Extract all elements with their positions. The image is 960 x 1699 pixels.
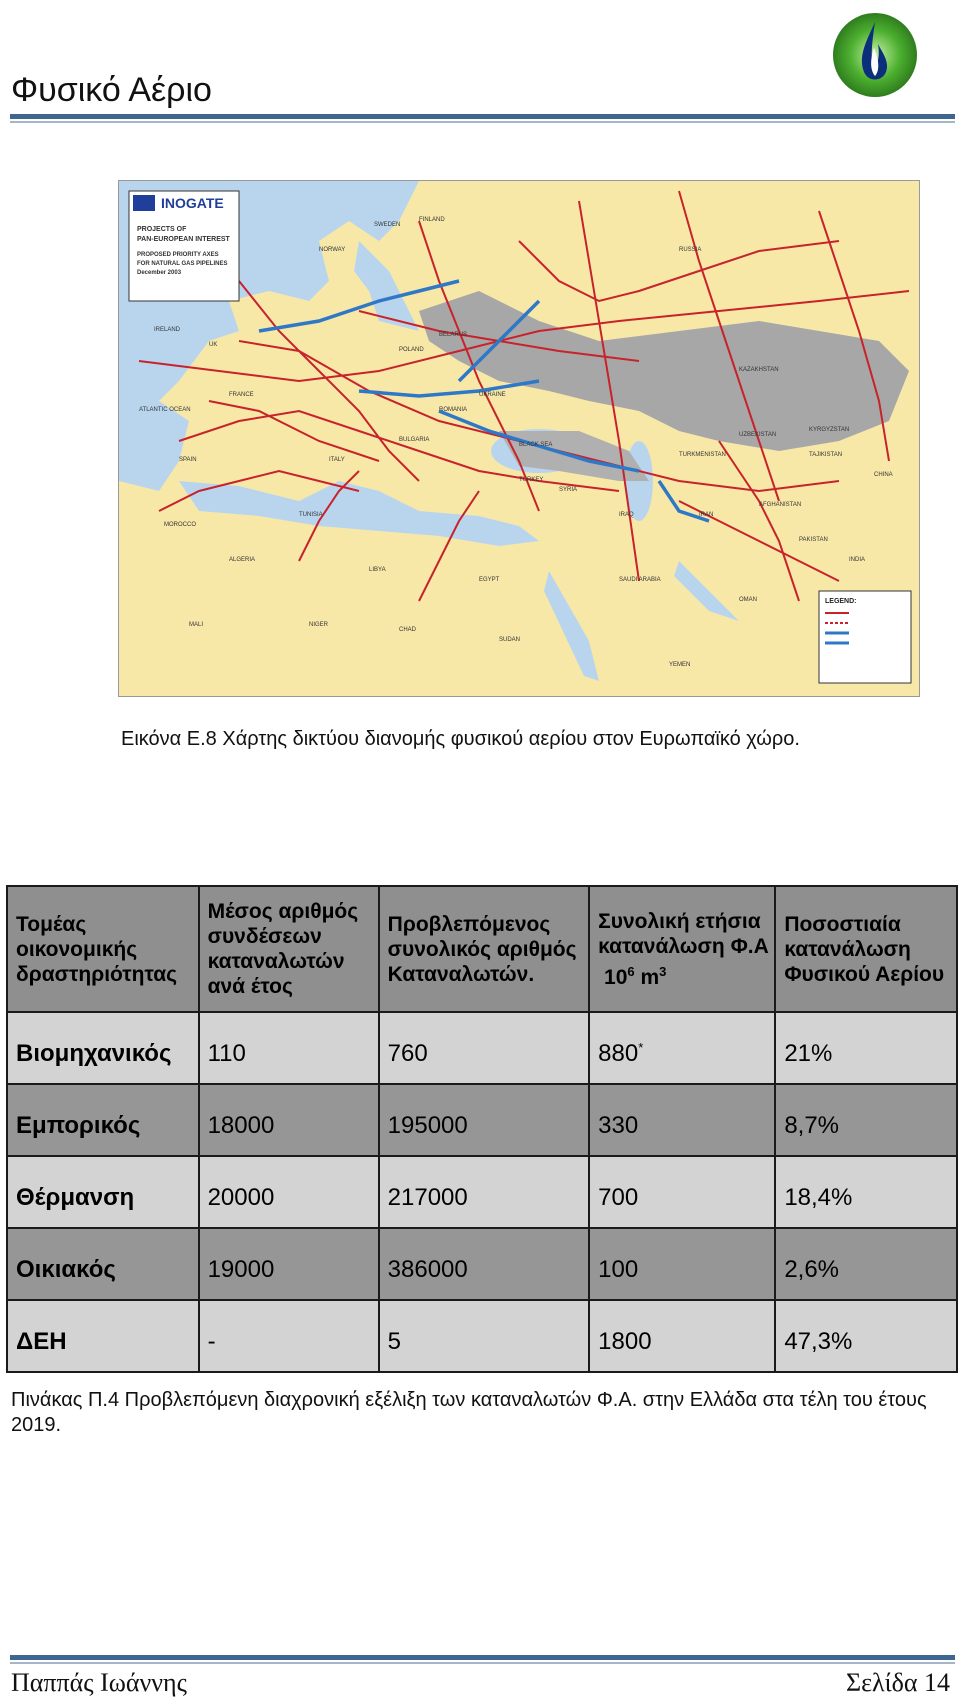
unit-symbol: m <box>640 965 660 989</box>
table-cell <box>589 1012 775 1084</box>
map-logo-text: INOGATE <box>161 195 224 211</box>
table-row <box>7 1156 957 1228</box>
map-country: KYRGYZSTAN <box>809 427 850 433</box>
map-country: MALI <box>189 622 204 628</box>
table-cell: 110 <box>199 1012 379 1084</box>
map-country: IRAQ <box>619 512 634 518</box>
map-country: LIBYA <box>369 567 386 573</box>
table-cell: 18000 <box>199 1084 379 1156</box>
table-cell: 8,7% <box>775 1084 957 1156</box>
map-country: IRELAND <box>154 327 181 333</box>
map-country: FINLAND <box>419 217 445 223</box>
table-cell-sector: Θέρμανση <box>7 1156 199 1228</box>
map-country: PAKISTAN <box>799 537 828 543</box>
table-cell-sector: Βιομηχανικός <box>7 1012 199 1084</box>
table-cell-value: 880 <box>598 1040 639 1067</box>
map-country: RUSSIA <box>679 247 702 253</box>
table-row <box>7 1228 957 1300</box>
header-rule-thin <box>10 121 955 123</box>
map-country: CHINA <box>874 472 893 478</box>
map-country: INDIA <box>849 557 866 563</box>
map-country: ATLANTIC OCEAN <box>139 407 191 413</box>
map-country: BELARUS <box>439 332 468 338</box>
map-country: TURKEY <box>519 477 544 483</box>
gas-pipeline-map <box>118 180 920 697</box>
consumption-header-label: Συνολική ετήσια κατανάλωση Φ.Α <box>598 909 769 958</box>
consumers-table <box>6 885 958 1373</box>
map-country: NORWAY <box>319 247 346 253</box>
table-cell: 386000 <box>379 1228 590 1300</box>
map-country: SAUDI ARABIA <box>619 577 661 583</box>
table-row <box>7 1300 957 1372</box>
table-cell: 47,3% <box>775 1300 957 1372</box>
map-country: ITALY <box>329 457 345 463</box>
footer-author: Παππάς Ιωάννης <box>11 1668 187 1697</box>
table-cell: 21% <box>775 1012 957 1084</box>
map-country: TAJIKISTAN <box>809 452 843 458</box>
map-title-line: PROJECTS OF <box>137 226 187 233</box>
map-country: NIGER <box>309 622 329 628</box>
table-cell: 330 <box>589 1084 775 1156</box>
table-cell: 20000 <box>199 1156 379 1228</box>
table-caption: Πινάκας Π.4 Προβλεπόμενη διαχρονική εξέλιξη των καταναλωτών Φ.Α. στην Ελλάδα στα τέλη του έτους 2019. <box>11 1389 927 1436</box>
map-country: FRANCE <box>229 392 254 398</box>
map-country: SYRIA <box>559 487 578 493</box>
map-country: MOROCCO <box>164 522 196 528</box>
map-country: TURKMENISTAN <box>679 452 726 458</box>
map-country: ROMANIA <box>439 407 468 413</box>
map-country: KAZAKHSTAN <box>739 367 779 373</box>
table-header-cell: Τομέας οικονομικής δραστηριότητας <box>7 886 199 1012</box>
map-country: UKRAINE <box>479 392 506 398</box>
table-cell: 100 <box>589 1228 775 1300</box>
table-cell: 5 <box>379 1300 590 1372</box>
map-country: UZBEKISTAN <box>739 432 777 438</box>
map-country: POLAND <box>399 347 424 353</box>
map-country: SWEDEN <box>374 222 401 228</box>
map-title-line: PAN-EUROPEAN INTEREST <box>137 236 230 243</box>
footer-rule-thin <box>10 1662 955 1664</box>
map-country: EGYPT <box>479 577 500 583</box>
table-cell-sector: Οικιακός <box>7 1228 199 1300</box>
map-title-line: December 2003 <box>137 270 182 276</box>
table-cell: 19000 <box>199 1228 379 1300</box>
header-rule <box>10 114 955 119</box>
map-country: BLACK SEA <box>519 442 553 448</box>
table-header-cell <box>589 886 775 1012</box>
map-country: YEMEN <box>669 662 691 668</box>
page-title: Φυσικό Αέριο <box>11 71 212 109</box>
table-header-cell: Ποσοστιαία κατανάλωση Φυσικού Αερίου <box>775 886 957 1012</box>
map-country: ALGERIA <box>229 557 256 563</box>
table-cell: 1800 <box>589 1300 775 1372</box>
table-cell-sector: ΔΕΗ <box>7 1300 199 1372</box>
map-country: SUDAN <box>499 637 521 643</box>
figure-caption: Εικόνα Ε.8 Χάρτης δικτύου διανομής φυσικού αερίου στον Ευρωπαϊκό χώρο. <box>121 728 800 750</box>
map-country: AFGHANISTAN <box>759 502 802 508</box>
map-country: OMAN <box>739 597 757 603</box>
asterisk-footnote: * <box>638 1040 644 1055</box>
table-cell: 217000 <box>379 1156 590 1228</box>
table-cell: 760 <box>379 1012 590 1084</box>
table-header-row <box>7 886 957 1012</box>
footer-rule <box>10 1655 955 1660</box>
map-legend-title: LEGEND: <box>825 598 857 605</box>
map-country: SPAIN <box>179 457 197 463</box>
table-cell-sector: Εμπορικός <box>7 1084 199 1156</box>
table-cell: 700 <box>589 1156 775 1228</box>
map-title-line: PROPOSED PRIORITY AXES <box>137 252 219 258</box>
flame-logo-icon <box>828 8 922 102</box>
map-country: CHAD <box>399 627 417 633</box>
table-cell: - <box>199 1300 379 1372</box>
unit-base: 10 <box>604 965 628 989</box>
table-cell: 195000 <box>379 1084 590 1156</box>
map-title-line: FOR NATURAL GAS PIPELINES <box>137 261 228 267</box>
unit-exponent: 6 <box>627 963 635 979</box>
map-country: BULGARIA <box>399 437 430 443</box>
map-country: IRAN <box>699 512 714 518</box>
table-cell: 2,6% <box>775 1228 957 1300</box>
unit-symbol-exponent: 3 <box>659 963 667 979</box>
footer-page-number: Σελίδα 14 <box>845 1668 950 1697</box>
table-header-cell: Προβλεπόμενος συνολικός αριθμός Καταναλωτών. <box>379 886 590 1012</box>
map-country: TUNISIA <box>299 512 323 518</box>
table-header-cell: Μέσος αριθμός συνδέσεων καταναλωτών ανά έτος <box>199 886 379 1012</box>
table-cell: 18,4% <box>775 1156 957 1228</box>
map-country: UK <box>209 342 218 348</box>
table-row <box>7 1084 957 1156</box>
table-row <box>7 1012 957 1084</box>
